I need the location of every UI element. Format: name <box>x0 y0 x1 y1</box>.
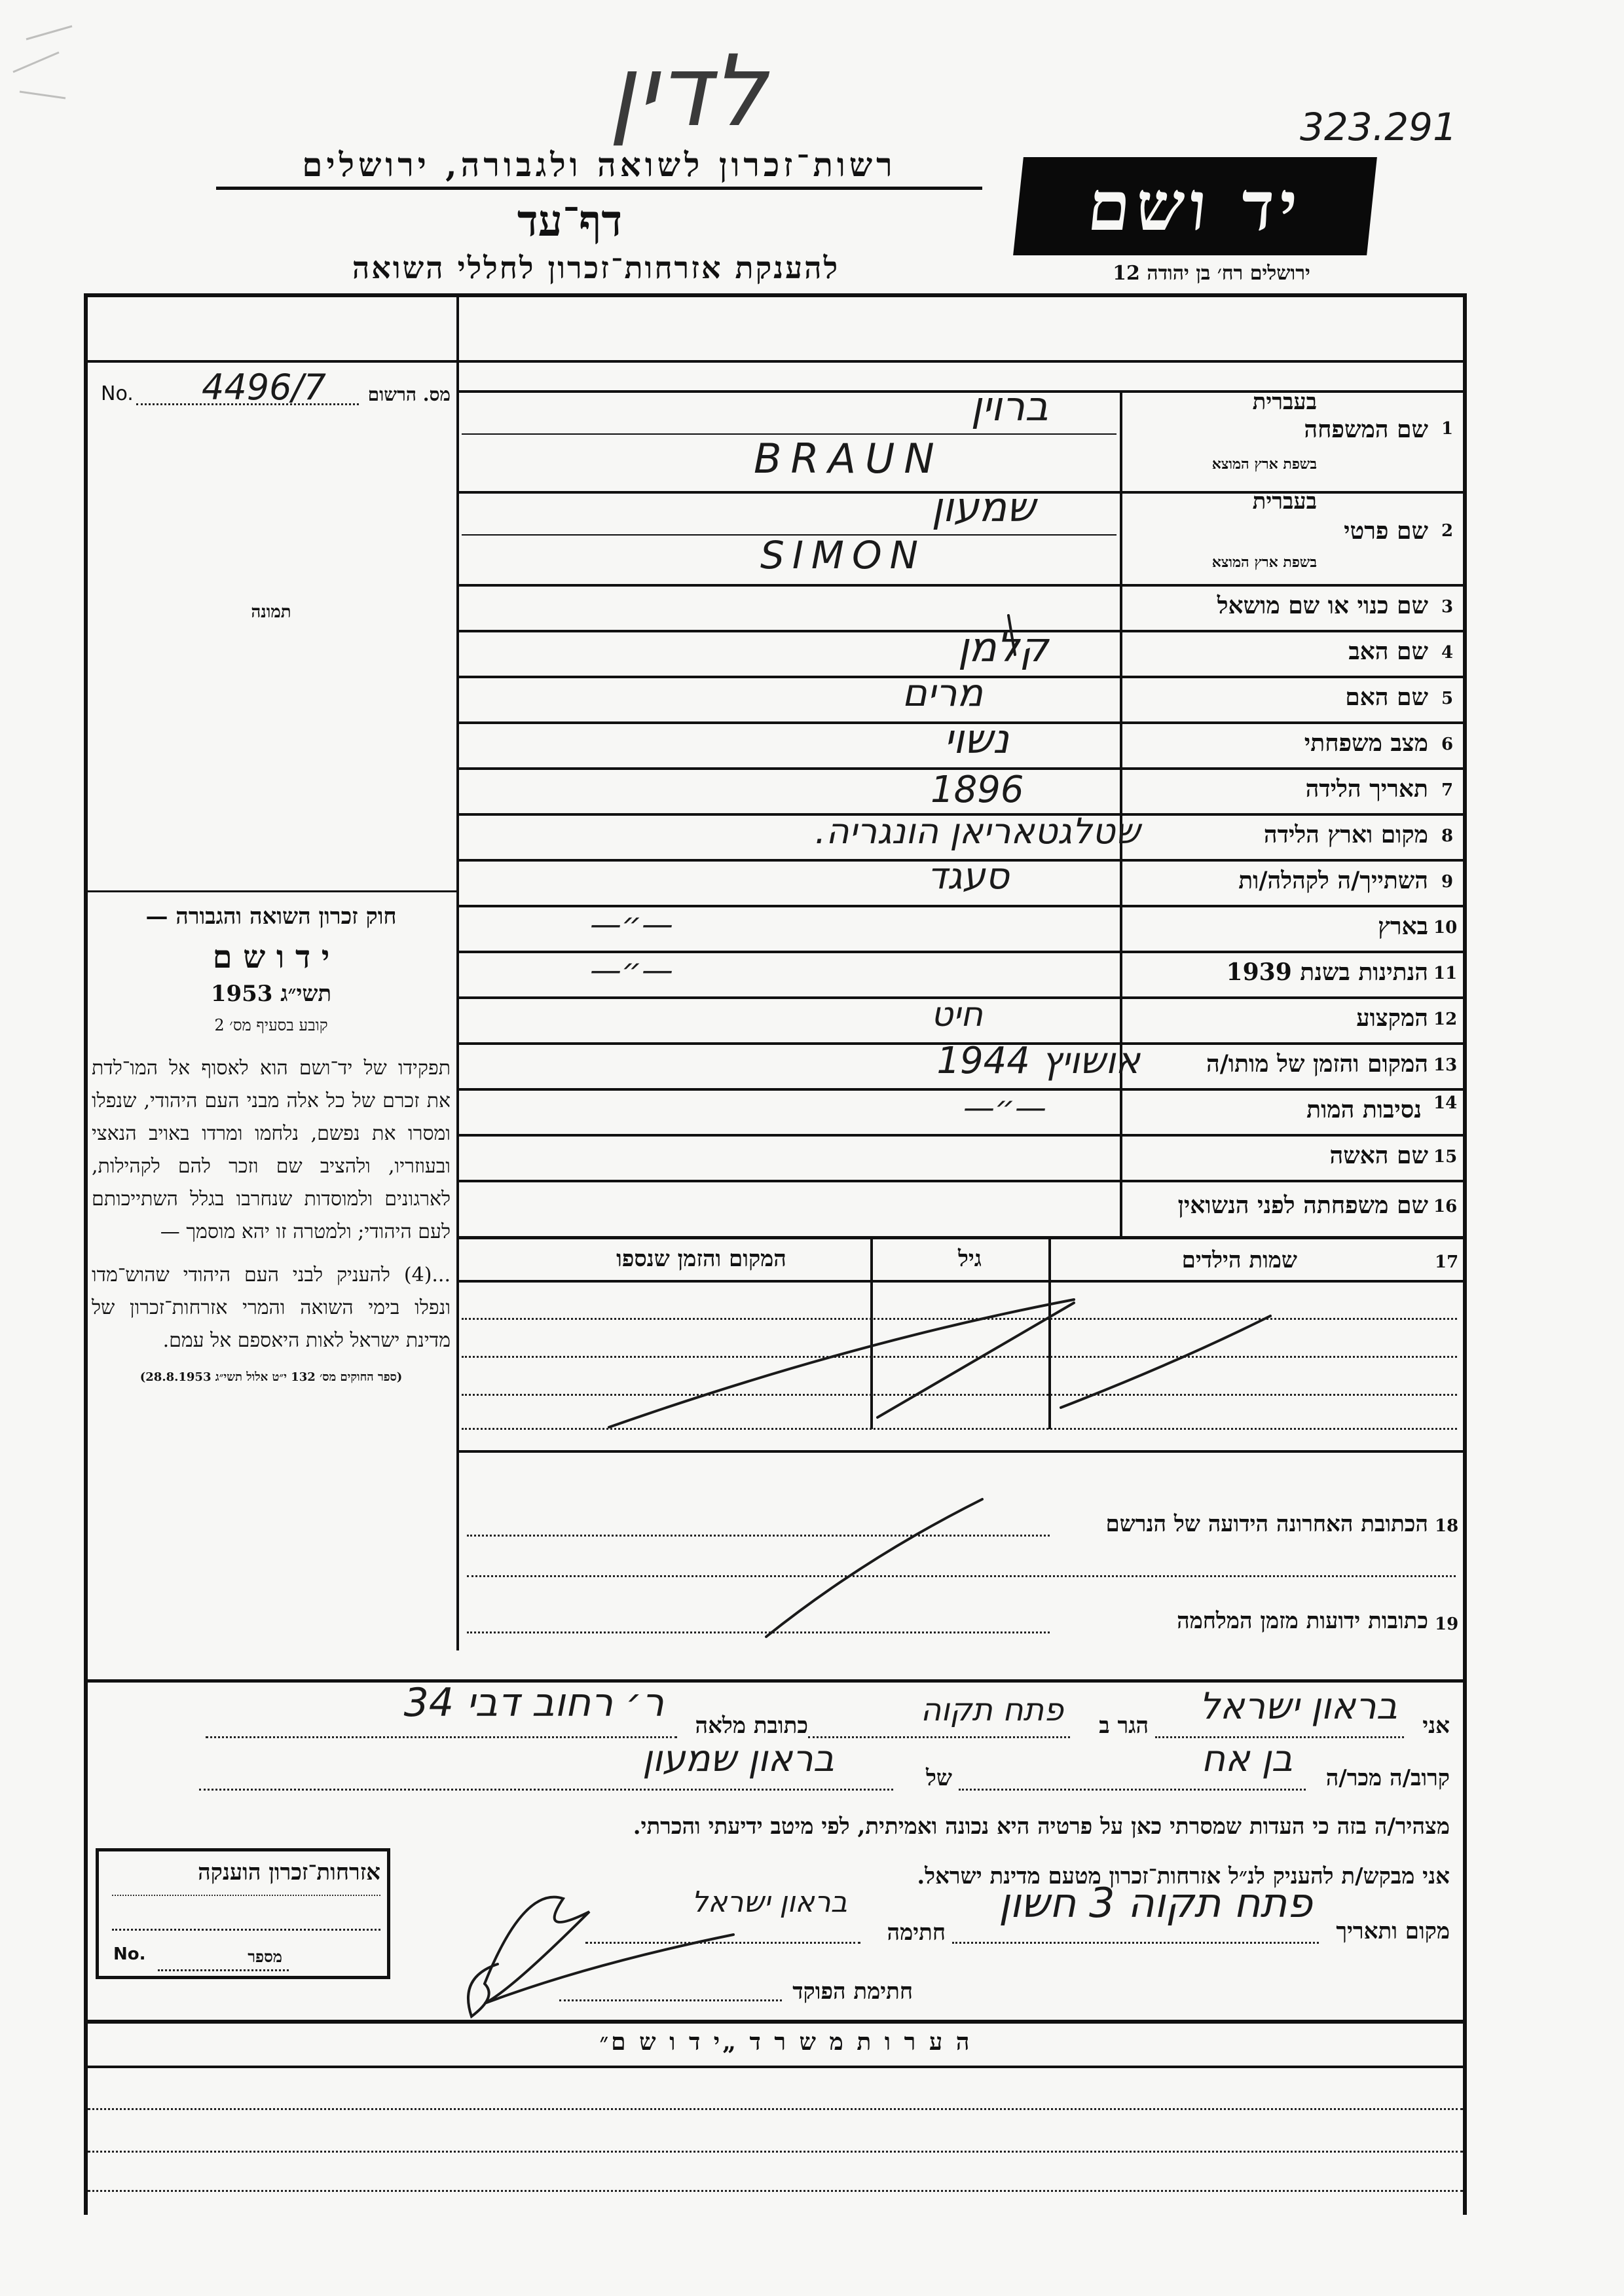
top-handwritten-note: לדין <box>608 35 767 149</box>
field-1-sub-hebrew: בעברית <box>1252 389 1317 415</box>
field-6-value: נשוי <box>944 715 1009 763</box>
field-12-num: 12 <box>1433 1010 1458 1029</box>
field-row-2 <box>459 483 1463 587</box>
citizenship-title-underline <box>112 1895 380 1896</box>
logo-text: יד ושם <box>1084 166 1306 246</box>
statement-1: מצהיר/ה בזה כי העדות שמסרתי כאן על פרטיה היא נכונה ואמיתית, לפי מיטב ידיעתי והכרתי. <box>633 1813 1450 1840</box>
field-row-9 <box>459 855 1463 907</box>
children-line-2 <box>462 1356 1457 1358</box>
children-line-3 <box>462 1394 1457 1396</box>
field-7-num: 7 <box>1441 780 1454 800</box>
field-16-num: 16 <box>1433 1197 1458 1216</box>
field-row-10 <box>459 905 1463 953</box>
citizenship-latin-label: No. <box>113 1944 146 1964</box>
left-section-bottom <box>456 1238 459 1650</box>
registration-number-field <box>97 367 454 412</box>
field-4-label: שם האב <box>1348 638 1428 665</box>
law-paragraph-1: תפקידו של יד־ושם הוא לאסוף אל המו־לדת את זכרם של כל אלה מבני העם היהודי, שנפלו ומסרו את נפשם, נלחמו ומרדו באויב הנאצי ובעוזריו, ולהציב שם וזכר להם לקהילות, לארגונים ולמוסדות שנחרבו בגלל השתייכותם לעם היהודי; ולמטרה זו יהא מוסמך — <box>92 1057 451 1243</box>
of-label: של <box>926 1765 952 1791</box>
statement-2: אני מבקש/ת להעניק לנ״ל אזרחות־זכרון מטעם מדינת ישראל. <box>917 1863 1450 1889</box>
field-14-value: —״— <box>963 1089 1046 1126</box>
citizenship-title: אזרחות־זכרון הוענקה <box>198 1859 380 1886</box>
of-value: בראון שמעון <box>642 1738 834 1780</box>
children-col-place: המקום והזמן שנספו <box>616 1246 786 1272</box>
remarks-line-2 <box>88 2151 1463 2153</box>
field-7-label: תאריך הלידה <box>1305 775 1428 803</box>
citizenship-line-2 <box>112 1929 380 1931</box>
children-header-border <box>459 1280 1463 1283</box>
law-paragraph-2: ...(4) להעניק לבני העם היהודי שהוש־מדו ונפלו בימי השואה והמרי אזרחות־זכרון של מדינת ישראל לאות היאספם אל עמם. <box>92 1264 451 1352</box>
relative-value: בן אח <box>1201 1738 1293 1780</box>
fields-area <box>459 382 1463 1237</box>
field-18-num: 18 <box>1435 1516 1459 1536</box>
field-5-value: מרים <box>902 670 983 715</box>
field-row-12 <box>459 996 1463 1045</box>
field-row-8 <box>459 813 1463 862</box>
field-1-value-origin: BRAUN <box>754 435 944 483</box>
law-clause: קובע בסעיף מס׳ 2 <box>214 1016 328 1034</box>
citizenship-number-line <box>158 1969 289 1971</box>
photo-label: תמונה <box>251 602 291 622</box>
resident-value: פתח תקוה <box>920 1692 1063 1728</box>
field-9-value: סעגד <box>927 855 1009 898</box>
children-line-1 <box>462 1318 1457 1320</box>
registration-number-value: 4496/7 <box>202 367 326 408</box>
field-4-value: קלמן <box>957 623 1048 671</box>
remarks-top-border <box>84 2020 1467 2024</box>
field-10-num: 10 <box>1433 918 1458 938</box>
field-14-label: נסיבות המות <box>1306 1096 1422 1123</box>
place-date-label: מקום ותאריך <box>1336 1918 1450 1944</box>
field-12-value: חיט <box>931 995 983 1034</box>
header-row-divider <box>84 360 1467 363</box>
remarks-title: ה ע ר ו ת מ ש ר ד „י ד ו ש ם״ <box>599 2028 972 2056</box>
field-6-label: מצב משפחתי <box>1304 729 1428 757</box>
field-19-line <box>467 1631 1050 1633</box>
children-table <box>459 1239 1463 1436</box>
field-5-label: שם האם <box>1345 683 1428 711</box>
signature-label: חתימה <box>887 1920 946 1946</box>
form-title: דף־עד <box>517 195 623 246</box>
remarks-line-3 <box>88 2190 1463 2192</box>
law-panel <box>92 903 451 1384</box>
field-9-label: השתייך/ה לקהלה/ות <box>1238 867 1428 894</box>
field-row-15 <box>459 1134 1463 1182</box>
field-11-num: 11 <box>1433 964 1458 983</box>
field-10-value: —״— <box>590 906 673 943</box>
children-line-4 <box>462 1428 1457 1430</box>
children-col-divider-2 <box>1048 1239 1051 1429</box>
children-col-names: שמות הילדים <box>1181 1247 1297 1273</box>
officer-signature-line <box>559 1999 782 2001</box>
address-section-border <box>459 1450 1467 1453</box>
top-corner-speckle <box>13 26 72 98</box>
law-title: חוק זכרון השואה והגבורה — <box>145 903 397 930</box>
field-15-label: שם האשה <box>1329 1142 1428 1169</box>
field-2-num: 2 <box>1441 521 1454 541</box>
field-15-num: 15 <box>1433 1147 1458 1167</box>
children-col-divider-1 <box>870 1239 873 1429</box>
signature-value: בראון ישראל <box>692 1886 847 1919</box>
children-num: 17 <box>1435 1252 1459 1272</box>
field-8-num: 8 <box>1441 826 1454 846</box>
field-1-label: שם המשפחה <box>1304 416 1428 443</box>
field-1-sub-origin: בשפת ארץ המוצא <box>1211 456 1317 473</box>
field-2-value-origin: SIMON <box>760 533 927 577</box>
place-date-value: פתח תקוה 3 חשון <box>999 1879 1312 1927</box>
field-8-label: מקום וארץ הלידה <box>1263 821 1428 848</box>
field-12-label: המקצוע <box>1356 1004 1428 1032</box>
field-13-value: אושויץ 1944 <box>936 1040 1140 1082</box>
address-section <box>459 1453 1463 1650</box>
field-13-num: 13 <box>1433 1055 1458 1075</box>
field-13-label: המקום והזמן של מותו/ה <box>1206 1050 1428 1078</box>
relative-label: קרוב/ה מכר/ה <box>1325 1765 1450 1791</box>
law-year: תשי״ג 1953 <box>210 981 332 1007</box>
address-line-2 <box>467 1575 1456 1577</box>
field-9-num: 9 <box>1441 872 1454 892</box>
field-2-sub-hebrew: בעברית <box>1252 488 1317 515</box>
archive-number: 323.291 <box>1300 105 1457 149</box>
law-footnote: (ספר החוקים מס׳ 132 י״ט אלול תשי״ג 28.8.1953) <box>139 1370 403 1384</box>
field-row-13 <box>459 1042 1463 1091</box>
relative-line <box>959 1789 1306 1791</box>
registration-underline <box>136 403 359 405</box>
remarks-header-border <box>84 2066 1467 2068</box>
officer-signature-label: חתימת הפוקד <box>792 1978 913 2005</box>
field-row-7 <box>459 767 1463 816</box>
field-row-1 <box>459 382 1463 494</box>
field-3-num: 3 <box>1441 597 1454 617</box>
field-8-value: שטלגטאריאן הונגריה. <box>815 811 1140 852</box>
address-value: ר׳ רחוב דבי 34 <box>403 1680 664 1726</box>
registration-label: מס. הרשום <box>367 384 451 405</box>
field-6-num: 6 <box>1441 735 1454 754</box>
field-row-16 <box>459 1180 1463 1236</box>
of-line <box>199 1789 893 1791</box>
field-11-label: הנתינות בשנת 1939 <box>1226 958 1428 986</box>
photo-area <box>88 419 456 892</box>
field-1-num: 1 <box>1441 419 1454 439</box>
resident-label: הגר ב <box>1099 1713 1149 1739</box>
ani-label: אני <box>1422 1713 1450 1739</box>
field-18-label: הכתובת האחרונה הידועה של הנרשם <box>1105 1511 1428 1537</box>
field-3-label: שם כנוי או שם מושאל <box>1217 592 1428 619</box>
field-1-value-hebrew: ברוין <box>970 382 1048 430</box>
field-row-6 <box>459 715 1463 770</box>
field-19-label: כתובות ידועות מזמן המלחמה <box>1177 1608 1428 1634</box>
field-2-sub-origin: בשפת ארץ המוצא <box>1211 554 1317 571</box>
field-16-label: שם משפחתה לפני הנשואין <box>1177 1192 1428 1219</box>
address-label: כתובת מלאה <box>695 1713 808 1739</box>
field-11-value: —״— <box>590 952 673 989</box>
form-subtitle: להענקת אזרחות־זכרון לחללי השואה <box>352 250 840 285</box>
citizenship-box <box>96 1848 390 1979</box>
citizenship-number-label: מספר <box>248 1947 282 1966</box>
remarks-line-1 <box>88 2108 1463 2110</box>
law-name: י ד ו ש ם <box>212 939 330 975</box>
organization-line: רשות־זכרון לשואה ולגבורה, ירושלים <box>216 145 982 190</box>
field-10-label: בארץ <box>1378 913 1428 940</box>
yad-vashem-logo <box>1013 157 1377 255</box>
field-7-value: 1896 <box>931 769 1024 811</box>
field-18-line <box>467 1535 1050 1537</box>
yad-vashem-address: ירושלים רח׳ בן יהודה 12 <box>1113 262 1310 285</box>
children-col-age: גיל <box>957 1246 982 1272</box>
field-19-num: 19 <box>1435 1614 1459 1634</box>
field-row-14 <box>459 1088 1463 1137</box>
field-5-num: 5 <box>1441 689 1454 708</box>
signature-line <box>585 1942 860 1944</box>
field-2-value-hebrew: שמעון <box>931 483 1035 531</box>
registration-latin-label: No. <box>101 382 134 405</box>
field-4-num: 4 <box>1441 643 1454 663</box>
field-14-num: 14 <box>1433 1093 1458 1113</box>
field-2-label: שם פרטי <box>1344 517 1428 545</box>
field-row-11 <box>459 951 1463 999</box>
ani-value: בראון ישראל <box>1199 1685 1397 1728</box>
place-date-line <box>952 1942 1319 1944</box>
